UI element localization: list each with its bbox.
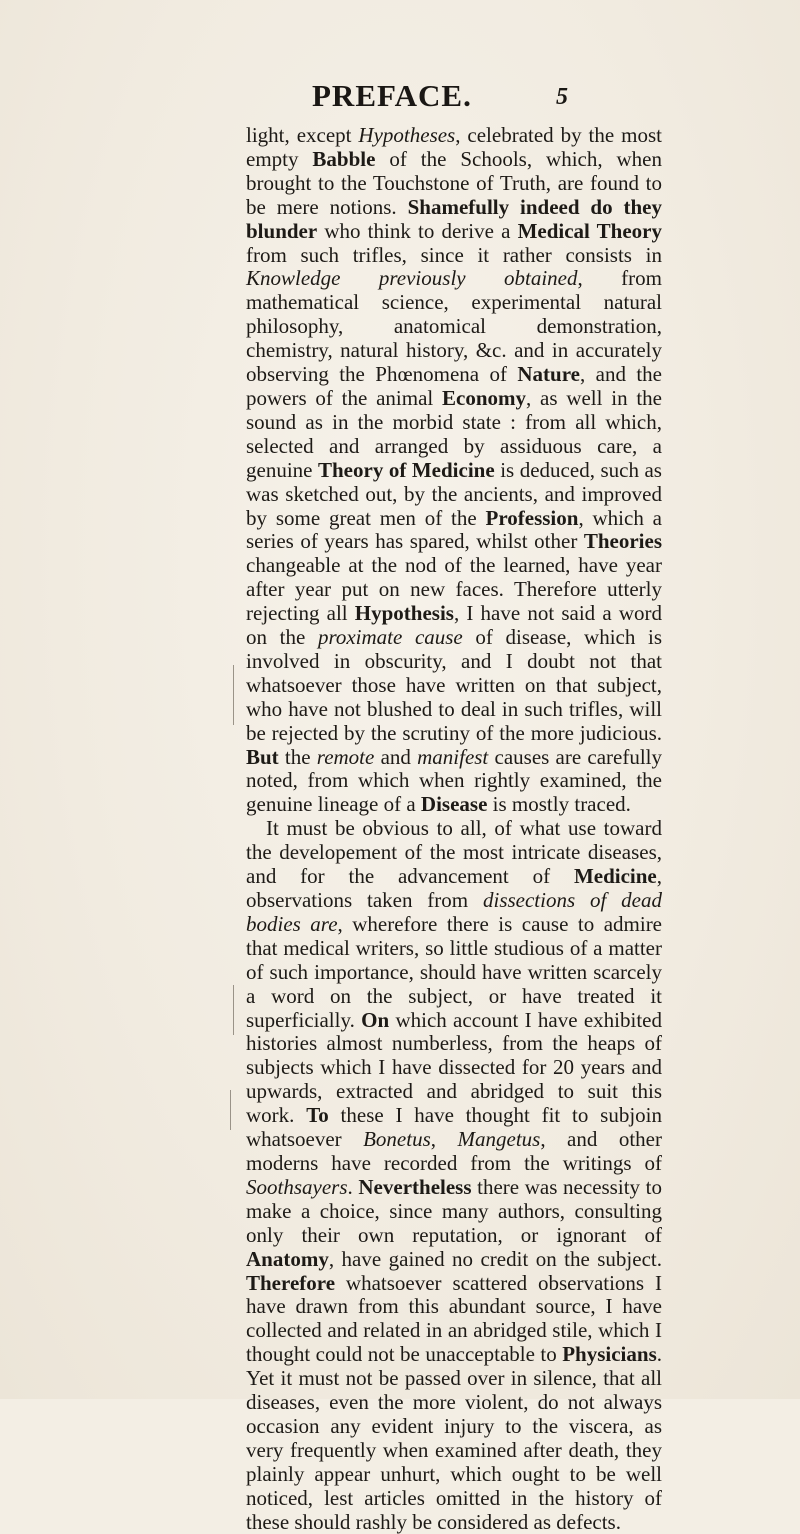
page-number: 5	[556, 84, 568, 110]
italic-term: Bonetus	[363, 1127, 431, 1152]
text-run: is mostly traced.	[487, 792, 631, 817]
italic-term: Knowledge previously obtained	[246, 266, 578, 291]
page-header	[0, 78, 800, 118]
bold-term: Physicians	[562, 1342, 657, 1367]
italic-term: Hypotheses	[358, 123, 456, 147]
italic-term: dissections of dead bodies are	[246, 888, 662, 936]
bold-term: Profession	[485, 505, 579, 530]
bold-term: Therefore	[246, 1270, 336, 1295]
bold-term: Disease	[420, 792, 488, 817]
text-run: and	[374, 744, 418, 769]
bold-term: On	[361, 1007, 390, 1032]
text-run: there was necessity to make a choice, since many authors, consulting only their own reputation, or ignorant of	[246, 1174, 662, 1247]
text-run: , celebrated by the most empty	[246, 123, 662, 171]
bold-term: Medicine	[573, 864, 657, 889]
text-run: who think to derive a	[317, 218, 518, 243]
text-run: , I have not said a word on the	[246, 601, 662, 650]
paragraph-1	[246, 124, 662, 817]
bold-term: But	[246, 744, 279, 769]
text-run: the	[278, 744, 317, 769]
text-run: is deduced, such as was sketched out, by the ancients, and improved by some great men of the	[246, 457, 662, 530]
italic-term: manifest	[417, 744, 489, 769]
body-text	[246, 124, 662, 1534]
text-run: , and the powers of the animal	[246, 362, 662, 410]
bold-term: Shamefully indeed do they blunder	[246, 194, 662, 243]
text-run: , wherefore there is cause to admire that medical writers, so little studious of a matter of such importance, should have written scarcely a word on the subject, or have treated it superficially.	[246, 911, 663, 1032]
bold-term: Nature	[517, 362, 580, 387]
text-run: of the Schools, which, when brought to the Touchstone of Truth, are found to be mere notions.	[246, 146, 662, 219]
bold-term: Economy	[442, 385, 527, 410]
italic-term: remote	[316, 744, 375, 769]
text-run: light, except	[246, 123, 359, 147]
margin-mark	[233, 985, 234, 1035]
text-run: , from mathematical science, experimental natural philosophy, anatomical demonstration, chemistry, natural history, &c. and in accurately observing the Phœnomena of	[246, 266, 662, 387]
text-run: changeable at the nod of the learned, have year after year put on new faces. Therefore utterly rejecting all	[246, 553, 662, 626]
text-run: , and other moderns have recorded from the writings of	[246, 1127, 662, 1175]
text-run: of disease, which is involved in obscurity, and I doubt not that whatsoever those have written on that subject, who have not blushed to deal in such trifles, will be rejected by the scrutiny of the more judicious.	[246, 625, 663, 745]
bold-term: Theory of Medicine	[318, 457, 495, 482]
text-run: . Yet it must not be passed over in silence, that all diseases, even the more violent, do not always occasion any evident injury to the viscera, as very frequently when examined after death, they plainly appear unhurt, which ought to be well noticed, lest articles omitted in the history of these should rashly be considered as defects.	[246, 1342, 662, 1534]
bold-term: Medical Theory	[517, 218, 662, 243]
italic-term: proximate cause	[317, 625, 463, 650]
paragraph-2	[246, 817, 662, 1534]
italic-term: Mangetus	[457, 1127, 541, 1152]
bold-term: Hypothesis	[354, 601, 454, 626]
bold-term: To	[306, 1103, 329, 1128]
text-run: causes are carefully noted, from which when rightly examined, the genuine lineage of a	[246, 744, 663, 817]
text-run: , observations taken from	[246, 864, 662, 912]
bold-term: Anatomy	[246, 1246, 329, 1271]
bold-term: Babble	[312, 146, 376, 171]
text-run: .	[347, 1174, 359, 1199]
text-run: whatsoever scattered observations I have drawn from this abundant source, I have collected and related in an abridged stile, which I thought could not be unacceptable to	[246, 1270, 662, 1367]
text-run: , have gained no credit on the subject.	[328, 1246, 662, 1271]
bold-term: Nevertheless	[358, 1174, 472, 1199]
text-run: , as well in the sound as in the morbid state : from all which, selected and arranged by assiduous care, a genuine	[246, 385, 662, 482]
text-run: It must be obvious to all, of what use toward the developement of the most intricate diseases, and for the advancement of	[246, 816, 662, 889]
text-run: these I have thought fit to subjoin whatsoever	[246, 1103, 662, 1152]
text-run: from such trifles, since it rather consists in	[246, 242, 662, 267]
margin-mark	[230, 1090, 231, 1130]
text-run: ,	[430, 1127, 458, 1152]
margin-mark	[233, 665, 234, 725]
bold-term: Theories	[583, 529, 662, 554]
italic-term: Soothsayers	[246, 1174, 348, 1199]
running-title: PREFACE.	[312, 78, 472, 113]
text-run: , which a series of years has spared, whilst other	[246, 505, 662, 554]
text-run: which account I have exhibited histories almost numberless, from the heaps of subjects which I have dissected for 20 years and upwards, extracted and abridged to suit this work.	[246, 1007, 662, 1128]
